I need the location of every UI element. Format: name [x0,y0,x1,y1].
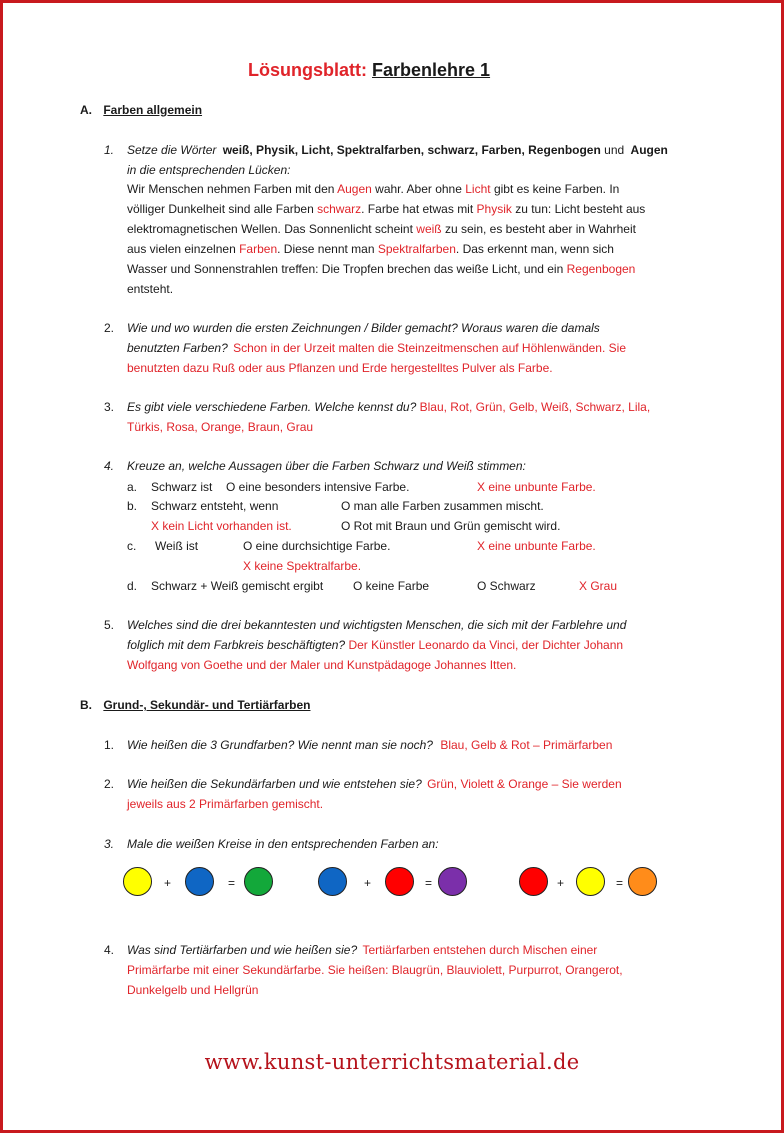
section-b-title: Grund-, Sekundär- und Tertiärfarben [103,698,311,712]
plus-sign-2: + [364,876,372,890]
q-a4-d-option3: X Grau [579,579,618,593]
q-a4-b-option3: O Rot mit Braun und Grün gemischt wird. [341,519,561,533]
q-a4-c-option3: X keine Spektralfarbe. [243,559,362,573]
q-b3-number: 3. [104,837,115,851]
circle-blue-1 [185,867,214,896]
q-a4-d-option1: O keine Farbe [353,579,430,593]
q-a4-d-option2: O Schwarz [477,579,536,593]
q-a1-number: 1. [104,143,115,157]
q-a2-line2: benutzten Farben? Schon in der Urzeit malten die Steinzeitmenschen auf Höhlenwänden. Sie [127,341,626,355]
circle-violet [438,867,467,896]
section-b-heading [80,698,310,712]
q-a5-line2: folglich mit dem Farbkreis beschäftigten? Der Künstler Leonardo da Vinci, der Dichter Johann [127,638,624,652]
equals-sign-1: = [228,876,236,890]
q-a1-line2: in die entsprechenden Lücken: [127,163,291,177]
q-b4-number: 4. [104,943,115,957]
q-a4-a-option1: O eine besonders intensive Farbe. [226,480,410,494]
q-a1-text-line2: völliger Dunkelheit sind alle Farben schwarz. Farbe hat etwas mit Physik zu tun: Licht besteht aus [127,202,646,216]
q-a4-c-option2: X eine unbunte Farbe. [477,539,596,553]
q-b2-line2: jeweils aus 2 Primärfarben gemischt. [127,797,324,811]
q-a4-b-subject: Schwarz entsteht, wenn [151,499,279,513]
q-b4-line2: Primärfarbe mit einer Sekundärfarbe. Sie heißen: Blaugrün, Blauviolett, Purpurrot, Orangerot, [127,963,623,977]
q-a4-b-option1: O man alle Farben zusammen mischt. [341,499,544,513]
circle-red-2 [519,867,548,896]
page-title [248,60,490,81]
q-b2-number: 2. [104,777,115,791]
plus-sign-1: + [164,876,172,890]
q-a4-c-option1: O eine durchsichtige Farbe. [243,539,391,553]
q-a1-line1: Setze die Wörter weiß, Physik, Licht, Spektralfarben, schwarz, Farben, Regenbogen und Augen [127,143,668,157]
q-a2-number: 2. [104,321,115,335]
q-b1-number: 1. [104,738,115,752]
q-b4-line3: Dunkelgelb und Hellgrün [127,983,259,997]
q-a5-line3: Wolfgang von Goethe und der Maler und Kunstpädagoge Johannes Itten. [127,658,517,672]
q-b4-line1: Was sind Tertiärfarben und wie heißen sie? Tertiärfarben entstehen durch Mischen einer [127,943,598,957]
circle-blue-2 [318,867,347,896]
q-a4-a-subject: Schwarz ist [151,480,213,494]
q-b1-line: Wie heißen die 3 Grundfarben? Wie nennt man sie noch? Blau, Gelb & Rot – Primärfarben [127,738,613,752]
plus-sign-3: + [557,876,565,890]
q-a4-d-letter: d. [127,579,138,593]
q-a5-number: 5. [104,618,115,632]
footer-website: www.kunst-unterrichtsmaterial.de [204,1050,580,1074]
equals-sign-2: = [425,876,433,890]
section-a-title: Farben allgemein [103,103,203,117]
q-a4-c-letter: c. [127,539,137,553]
title-prefix: Lösungsblatt: [248,60,367,80]
q-a4-intro: Kreuze an, welche Aussagen über die Farben Schwarz und Weiß stimmen: [127,459,526,473]
section-a-letter: A. [80,103,92,117]
q-a1-text-line5: Wasser und Sonnenstrahlen treffen: Die Tropfen brechen das weiße Licht, und ein Regenbogen [127,262,636,276]
q-a1-text-line4: aus vielen einzelnen Farben. Diese nennt man Spektralfarben. Das erkennt man, wenn sich [127,242,614,256]
q-a1-text-line3: elektromagnetischen Wellen. Das Sonnenlicht scheint weiß zu sein, es besteht aber in Wahrheit [127,222,636,236]
circle-green [244,867,273,896]
q-a4-a-letter: a. [127,480,138,494]
equals-sign-3: = [616,876,624,890]
circle-orange [628,867,657,896]
q-b3-question: Male die weißen Kreise in den entsprechenden Farben an: [127,837,439,851]
circle-red-1 [385,867,414,896]
q-a3-line1: Es gibt viele verschiedene Farben. Welche kennst du? Blau, Rot, Grün, Gelb, Weiß, Schwarz, Lila, [127,400,651,414]
circle-yellow-2 [576,867,605,896]
q-a5-line1: Welches sind die drei bekanntesten und wichtigsten Menschen, die sich mit der Farblehre und [127,618,627,632]
q-a4-b-option2: X kein Licht vorhanden ist. [151,519,292,533]
title-main: Farbenlehre 1 [372,60,491,80]
q-a4-number: 4. [104,459,115,473]
q-a4-d-subject: Schwarz + Weiß gemischt ergibt [151,579,324,593]
circle-yellow-1 [123,867,152,896]
q-b2-line1: Wie heißen die Sekundärfarben und wie entstehen sie? Grün, Violett & Orange – Sie werden [127,777,622,791]
q-a4-a-option2: X eine unbunte Farbe. [477,480,596,494]
section-a-heading [80,103,202,117]
q-a2-line1: Wie und wo wurden die ersten Zeichnungen / Bilder gemacht? Woraus waren die damals [127,321,600,335]
q-a2-line3: benutzten dazu Ruß oder aus Pflanzen und Erde hergestelltes Pulver als Farbe. [127,361,553,375]
section-b-letter: B. [80,698,92,712]
q-a1-text-line6: entsteht. [127,282,174,296]
q-a4-c-subject: Weiß ist [155,539,199,553]
q-a3-number: 3. [104,400,115,414]
q-a1-text-line1: Wir Menschen nehmen Farben mit den Augen wahr. Aber ohne Licht gibt es keine Farben. In [127,182,620,196]
q-a4-b-letter: b. [127,499,138,513]
q-a3-line2: Türkis, Rosa, Orange, Braun, Grau [127,420,314,434]
